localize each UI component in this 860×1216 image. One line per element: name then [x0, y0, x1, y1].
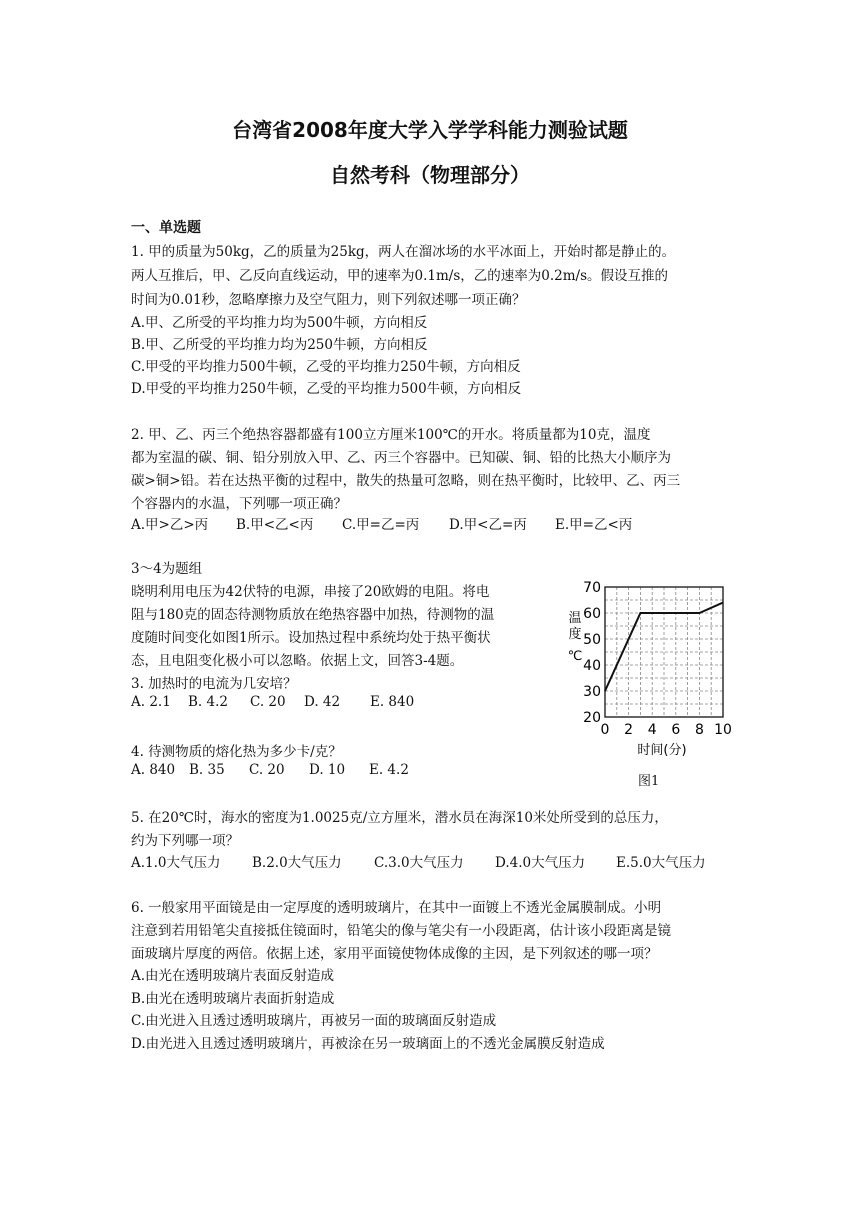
chart-x-tick-label: 2: [624, 722, 634, 738]
q6-line-3: 面玻璃片厚度的两倍。依据上述，家用平面镜使物体成像的主因，是下列叙述的哪一项？: [131, 946, 658, 962]
chart-x-tick-label: 8: [694, 722, 704, 738]
chart-x-tick-label: 6: [671, 722, 681, 738]
figure-caption: 图1: [638, 774, 660, 789]
q3-option-b: B. 4.2: [188, 694, 228, 710]
q3-stem: 3. 加热时的电流为几安培？: [131, 676, 297, 692]
chart-x-tick-label: 0: [600, 722, 610, 738]
q5-option-c: C.3.0大气压力: [374, 855, 464, 871]
temperature-chart: [560, 575, 740, 765]
q1-line-1: 1. 甲的质量为50kg，乙的质量为25kg，两人在溜冰场的水平冰面上，开始时都是静止的。: [131, 244, 676, 260]
q6-line-1: 6. 一般家用平面镜是由一定厚度的透明玻璃片，在其中一面镀上不透光金属膜制成。小明: [131, 900, 662, 916]
q2-options: [131, 513, 632, 533]
q2-option-a: A.甲>乙>丙: [131, 517, 209, 533]
page-subtitle: 自然考科（物理部分）: [330, 163, 530, 187]
q4-option-d: D. 10: [309, 762, 346, 778]
q5-option-b: B.2.0大气压力: [252, 855, 342, 871]
q1-option-b: B.甲、乙所受的平均推力均为250牛顿，方向相反: [131, 337, 428, 353]
q5-option-d: D.4.0大气压力: [495, 855, 586, 871]
q5-line-1: 5. 在20℃时，海水的密度为1.0025克/立方厘米，潜水员在海深10米处所受到的总压力，: [131, 810, 668, 826]
q2-option-e: E.甲=乙<丙: [555, 517, 633, 533]
q2-line-1: 2. 甲、乙、丙三个绝热容器都盛有100立方厘米100℃的开水。将质量都为10克，温度: [131, 427, 651, 443]
q5-line-2: 约为下列哪一项？: [131, 833, 239, 849]
chart-y-axis-label-1: 温: [568, 611, 582, 626]
q4-stem: 4. 待测物质的熔化热为多少卡/克？: [131, 744, 342, 760]
q2-option-c: C.甲=乙=丙: [342, 517, 420, 533]
q2-option-d: D.甲<乙=丙: [449, 517, 527, 533]
page-title: 台湾省2008年度大学入学学科能力测验试题: [232, 118, 628, 142]
q2-line-2: 都为室温的碳、铜、铅分别放入甲、乙、丙三个容器中。已知碳、铜、铅的比热大小顺序为: [131, 450, 671, 466]
q2-option-b: B.甲<乙<丙: [236, 517, 314, 533]
group34-line-1: 晓明利用电压为42伏特的电源，串接了20欧姆的电阻。将电: [131, 584, 490, 600]
chart-y-tick-label: 20: [583, 710, 601, 726]
q3-option-a: A. 2.1: [131, 694, 171, 710]
q6-option-b: B.由光在透明玻璃片表面折射造成: [131, 991, 335, 1007]
q3-option-d: D. 42: [304, 694, 341, 710]
section-title: 一、单选题: [131, 220, 201, 236]
q1-line-3: 时间为0.01秒，忽略摩擦力及空气阻力，则下列叙述哪一项正确？: [131, 292, 526, 308]
q4-option-b: B. 35: [189, 762, 225, 778]
q1-line-2: 两人互推后，甲、乙反向直线运动，甲的速率为0.1m/s，乙的速率为0.2m/s。假设互推的: [131, 268, 668, 284]
chart-x-axis-label: 时间(分): [637, 743, 687, 758]
q1-option-c: C.甲受的平均推力500牛顿，乙受的平均推力250牛顿，方向相反: [131, 359, 521, 375]
q3-option-c: C. 20: [250, 694, 286, 710]
group34-intro: 3～4为题组: [131, 561, 203, 577]
q5-options: [131, 851, 706, 871]
q3-option-e: E. 840: [370, 694, 415, 710]
chart-y-axis-label-2: 度: [568, 627, 582, 642]
q2-line-3: 碳>铜>铅。若在达热平衡的过程中，散失的热量可忽略，则在热平衡时，比较甲、乙、丙三: [131, 473, 681, 489]
q6-option-a: A.由光在透明玻璃片表面反射造成: [131, 968, 335, 984]
q4-option-c: C. 20: [249, 762, 285, 778]
chart-y-tick-label: 60: [583, 606, 601, 622]
q5-option-a: A.1.0大气压力: [131, 855, 221, 871]
q1-option-a: A.甲、乙所受的平均推力均为500牛顿，方向相反: [131, 315, 428, 331]
chart-x-tick-label: 10: [714, 722, 732, 738]
q3-options: [131, 694, 414, 710]
q5-option-e: E.5.0大气压力: [616, 855, 706, 871]
group34-line-3: 度随时间变化如图1所示。设加热过程中系统均处于热平衡状: [131, 630, 491, 646]
group34-line-2: 阻与180克的固态待测物质放在绝热容器中加热，待测物的温: [131, 607, 495, 623]
q2-line-4: 个容器内的水温，下列哪一项正确？: [131, 496, 347, 512]
q4-option-e: E. 4.2: [369, 762, 409, 778]
q4-option-a: A. 840: [131, 762, 176, 778]
chart-y-axis-label-3: ℃: [567, 649, 583, 664]
chart-x-tick-label: 4: [647, 722, 657, 738]
group34-line-4: 态，且电阻变化极小可以忽略。依据上文，回答3-4题。: [131, 653, 464, 669]
chart-y-tick-label: 50: [583, 632, 601, 648]
q4-options: [131, 762, 409, 778]
q6-option-c: C.由光进入且透过透明玻璃片，再被另一面的玻璃面反射造成: [131, 1013, 497, 1029]
chart-y-tick-label: 30: [583, 684, 601, 700]
chart-y-tick-label: 40: [583, 658, 601, 674]
q6-line-2: 注意到若用铅笔尖直接抵住镜面时，铅笔尖的像与笔尖有一小段距离，估计该小段距离是镜: [131, 923, 671, 939]
q6-option-d: D.由光进入且透过透明玻璃片，再被涂在另一玻璃面上的不透光金属膜反射造成: [131, 1036, 605, 1052]
q1-option-d: D.甲受的平均推力250牛顿，乙受的平均推力500牛顿，方向相反: [131, 381, 522, 397]
chart-y-tick-label: 70: [583, 580, 601, 596]
